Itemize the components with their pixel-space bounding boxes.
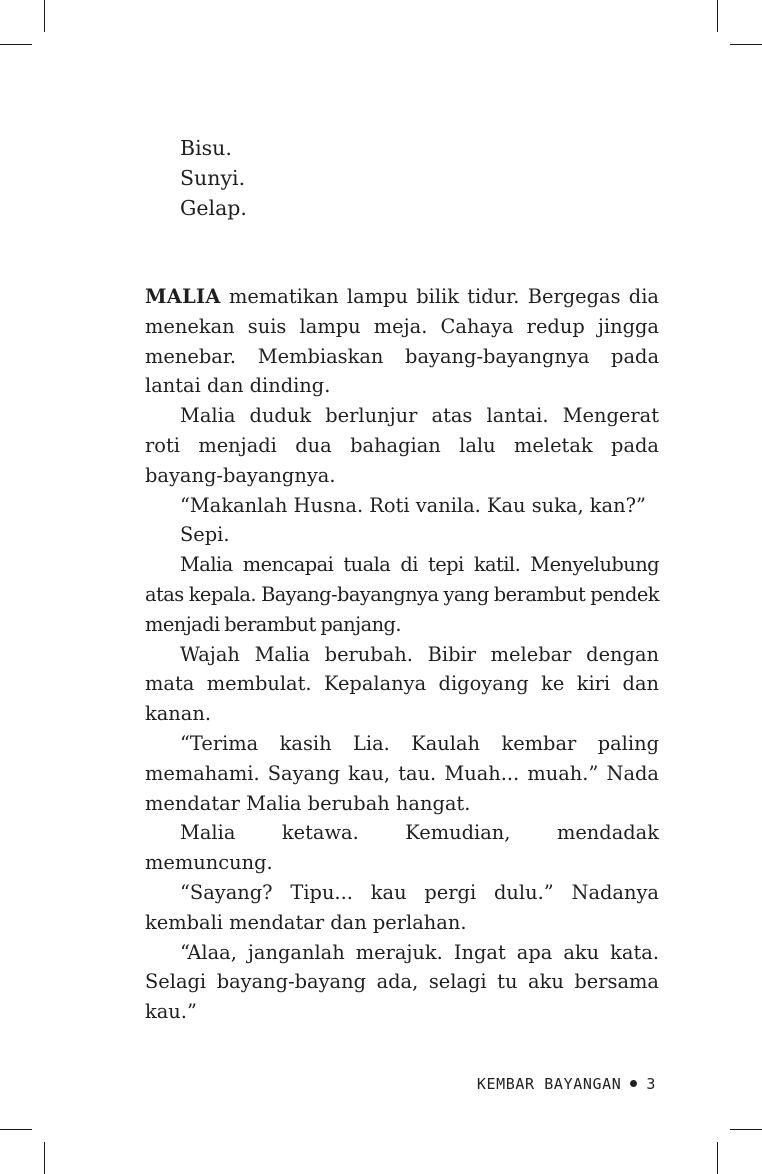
poem xyxy=(180,133,247,223)
paragraph: “Makanlah Husna. Roti vanila. Kau suka, kan?” xyxy=(180,493,646,517)
paragraph: Malia ketawa. Kemudian, mendadak memuncung. xyxy=(145,821,659,875)
bullet-icon xyxy=(630,1080,637,1087)
crop-mark xyxy=(0,44,32,45)
crop-mark xyxy=(717,0,718,32)
paragraph: Malia mencapai tuala di tepi katil. Menyelubung atas kepala. Bayang-bayangnya yang berambut pendek menjadi berambut panjang. xyxy=(145,553,659,636)
character-name: MALIA xyxy=(145,285,221,308)
crop-mark xyxy=(44,1142,45,1174)
crop-mark xyxy=(44,0,45,32)
book-title: KEMBAR BAYANGAN xyxy=(476,1075,622,1093)
page-number: 3 xyxy=(646,1075,656,1093)
poem-line: Sunyi. xyxy=(180,166,246,190)
paragraph-text: mematikan lampu bilik tidur. Bergegas dia menekan suis lampu meja. Cahaya redup jingga menebar. Membiaskan bayang-bayangnya pada lantai dan dinding. xyxy=(145,285,659,398)
paragraph: Malia duduk berlunjur atas lantai. Mengerat roti menjadi dua bahagian lalu meletak pada bayang-bayangnya. xyxy=(145,404,659,487)
crop-mark xyxy=(0,1129,32,1130)
paragraph: Sepi. xyxy=(180,523,230,547)
paragraph: “Sayang? Tipu... kau pergi dulu.” Nadanya kembali mendatar dan perlahan. xyxy=(145,880,659,934)
paragraph: “Terima kasih Lia. Kaulah kembar paling memahami. Sayang kau, tau. Muah... muah.” Nada mendatar Malia berubah hangat. xyxy=(145,731,659,815)
crop-mark xyxy=(730,1129,762,1130)
paragraph: “Alaa, janganlah merajuk. Ingat apa aku kata. Selagi bayang-bayang ada, selagi tu aku bersama kau.” xyxy=(145,940,659,1024)
story-body xyxy=(145,282,659,1027)
poem-line: Gelap. xyxy=(180,196,247,220)
paragraph xyxy=(145,282,659,401)
paragraph: Wajah Malia berubah. Bibir melebar dengan mata membulat. Kepalanya digoyang ke kiri dan kanan. xyxy=(145,642,659,726)
crop-mark xyxy=(730,44,762,45)
running-footer xyxy=(477,1075,656,1093)
crop-mark xyxy=(717,1142,718,1174)
poem-line: Bisu. xyxy=(180,136,232,160)
